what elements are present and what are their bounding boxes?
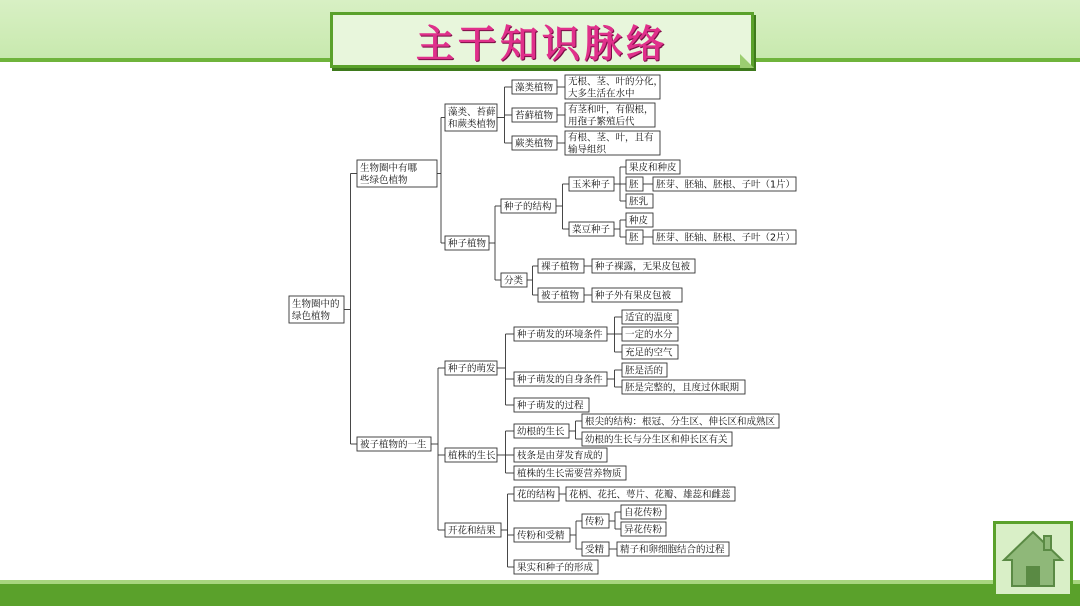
connector-b1b bbox=[607, 370, 622, 387]
node-a1a bbox=[512, 80, 557, 94]
node-a2a1b1 bbox=[653, 177, 796, 191]
node-label: 自花传粉 bbox=[624, 507, 663, 519]
node-label: 幼根的生长 bbox=[517, 426, 565, 438]
node-a1c bbox=[512, 136, 557, 150]
node-label: 异花传粉 bbox=[624, 524, 663, 536]
node-a2a1c bbox=[626, 194, 653, 208]
connector-a bbox=[437, 118, 445, 244]
node-label: 绿色植物 bbox=[292, 311, 331, 322]
node-label: 有茎和叶，有假根， bbox=[568, 104, 654, 116]
node-label: 枝条是由芽发育成的 bbox=[517, 450, 603, 462]
node-b1b1 bbox=[622, 363, 667, 377]
node-b1 bbox=[445, 361, 497, 375]
node-label: 胚是活的 bbox=[625, 365, 664, 377]
connector-b1a bbox=[607, 317, 622, 352]
node-a2a bbox=[501, 199, 556, 213]
node-b2b bbox=[514, 448, 607, 462]
node-label: 种子的结构 bbox=[504, 201, 552, 213]
connector-a2b bbox=[527, 266, 538, 295]
node-b3b1a bbox=[621, 505, 666, 519]
node-label: 种子外有果皮包被 bbox=[595, 290, 672, 302]
node-label: 和蕨类植物 bbox=[448, 119, 496, 130]
node-a1b1 bbox=[565, 103, 655, 128]
node-label: 有根、茎、叶，且有 bbox=[568, 132, 654, 144]
node-label: 花的结构 bbox=[517, 489, 556, 501]
node-label: 种子萌发的环境条件 bbox=[517, 329, 603, 341]
node-label: 生物圈中的 bbox=[292, 299, 340, 310]
node-label: 胚 bbox=[629, 232, 639, 244]
node-a2 bbox=[445, 236, 489, 250]
node-root bbox=[289, 296, 344, 323]
node-b1a2 bbox=[622, 327, 678, 341]
node-b3c bbox=[514, 560, 598, 574]
node-b1a1 bbox=[622, 310, 678, 324]
node-label: 适宜的温度 bbox=[625, 312, 673, 324]
connector-a2a1 bbox=[614, 167, 626, 201]
node-label: 用孢子繁殖后代 bbox=[568, 116, 635, 128]
node-label: 裸子植物 bbox=[541, 261, 580, 273]
node-label: 果皮和种皮 bbox=[629, 162, 677, 174]
connector-b bbox=[431, 368, 445, 530]
node-label: 开花和结果 bbox=[448, 525, 496, 537]
page-title: 主干知识脉络 bbox=[415, 20, 668, 66]
node-a2b2 bbox=[538, 288, 584, 302]
node-label: 菜豆种子 bbox=[572, 224, 611, 236]
node-label: 传粉和受精 bbox=[517, 530, 565, 542]
node-b1a3 bbox=[622, 345, 678, 359]
node-b3b2a bbox=[617, 542, 729, 556]
node-label: 充足的空气 bbox=[625, 347, 673, 359]
node-b3b1b bbox=[621, 522, 666, 536]
node-a1b bbox=[512, 108, 557, 122]
node-b3b bbox=[514, 528, 570, 542]
node-label: 被子植物的一生 bbox=[360, 439, 427, 451]
connector-a1 bbox=[497, 87, 512, 143]
connector-a2 bbox=[489, 206, 501, 280]
node-label: 种子裸露，无果皮包被 bbox=[595, 261, 691, 273]
node-b3b2 bbox=[582, 542, 609, 556]
node-label: 植株的生长需要营养物质 bbox=[517, 468, 622, 480]
node-label: 一定的水分 bbox=[625, 329, 673, 341]
node-label: 分类 bbox=[504, 275, 524, 287]
node-a1 bbox=[445, 104, 497, 131]
node-a2a1a bbox=[626, 160, 680, 174]
node-label: 蕨类植物 bbox=[515, 138, 554, 150]
node-label: 果实和种子的形成 bbox=[517, 562, 594, 574]
connector-b3 bbox=[501, 494, 514, 567]
node-label: 幼根的生长与分生区和伸长区有关 bbox=[585, 434, 728, 446]
home-icon bbox=[996, 524, 1070, 594]
node-a1a1 bbox=[565, 75, 663, 100]
node-label: 精子和卵细胞结合的过程 bbox=[620, 544, 725, 556]
node-a2a1 bbox=[569, 177, 614, 191]
connector-b2 bbox=[497, 431, 514, 473]
node-label: 种子植物 bbox=[448, 238, 487, 250]
node-label: 种子萌发的自身条件 bbox=[517, 374, 603, 386]
node-a2b2a bbox=[592, 288, 682, 302]
node-label: 无根、茎、叶的分化， bbox=[568, 76, 664, 88]
node-a2b bbox=[501, 273, 527, 287]
node-label: 花柄、花托、萼片、花瓣、雄蕊和雌蕊 bbox=[569, 489, 731, 501]
node-b1c bbox=[514, 398, 589, 412]
node-a2b1a bbox=[592, 259, 695, 273]
node-b2c bbox=[514, 466, 626, 480]
node-b1b2 bbox=[622, 380, 745, 394]
node-b3a1 bbox=[566, 487, 735, 501]
connector-b3b1 bbox=[609, 512, 621, 529]
node-label: 苔藓植物 bbox=[515, 110, 554, 122]
node-b2a bbox=[514, 424, 569, 438]
node-label: 传粉 bbox=[585, 516, 605, 528]
node-a2a2b1 bbox=[653, 230, 796, 244]
node-label: 种皮 bbox=[629, 215, 649, 227]
node-label: 受精 bbox=[585, 544, 605, 556]
node-label: 胚芽、胚轴、胚根、子叶（1片） bbox=[656, 179, 796, 191]
connector-b1 bbox=[497, 334, 514, 405]
node-a2a2b bbox=[626, 230, 643, 244]
node-label: 输导组织 bbox=[568, 144, 607, 156]
node-label: 些绿色植物 bbox=[360, 175, 408, 186]
node-label: 种子的萌发 bbox=[448, 363, 496, 375]
node-label: 胚 bbox=[629, 179, 639, 191]
footer-band bbox=[0, 584, 1080, 606]
node-b1a bbox=[514, 327, 607, 341]
connector-a2a bbox=[556, 184, 569, 229]
node-label: 大多生活在水中 bbox=[568, 88, 635, 100]
connector-b2a bbox=[569, 421, 582, 439]
node-b2a2 bbox=[582, 432, 732, 446]
connector-b3b bbox=[570, 521, 582, 549]
node-a2a1b bbox=[626, 177, 643, 191]
node-b3a bbox=[514, 487, 559, 501]
node-label: 玉米种子 bbox=[572, 179, 611, 191]
node-label: 胚芽、胚轴、胚根、子叶（2片） bbox=[656, 232, 796, 244]
node-label: 被子植物 bbox=[541, 290, 580, 302]
node-a2a2 bbox=[569, 222, 614, 236]
node-a1c1 bbox=[565, 131, 660, 156]
node-b3b1 bbox=[582, 514, 609, 528]
node-label: 胚乳 bbox=[629, 196, 649, 208]
node-label: 生物圈中有哪 bbox=[360, 163, 418, 174]
node-a2b1 bbox=[538, 259, 584, 273]
node-a bbox=[357, 160, 437, 187]
node-label: 根尖的结构：根冠、分生区、伸长区和成熟区 bbox=[585, 416, 776, 428]
node-b bbox=[357, 437, 431, 451]
node-b2 bbox=[445, 448, 497, 462]
node-label: 胚是完整的，且度过休眠期 bbox=[625, 382, 740, 394]
node-label: 植株的生长 bbox=[448, 450, 496, 462]
node-label: 种子萌发的过程 bbox=[517, 400, 584, 412]
node-b1b bbox=[514, 372, 607, 386]
node-label: 藻类、苔藓 bbox=[448, 107, 496, 118]
node-b3 bbox=[445, 523, 501, 537]
home-button[interactable] bbox=[993, 521, 1073, 597]
connector-a2a2 bbox=[614, 220, 626, 237]
node-b2a1 bbox=[582, 414, 779, 428]
connector-root bbox=[344, 174, 357, 445]
node-a2a2a bbox=[626, 213, 653, 227]
node-label: 藻类植物 bbox=[515, 82, 554, 94]
